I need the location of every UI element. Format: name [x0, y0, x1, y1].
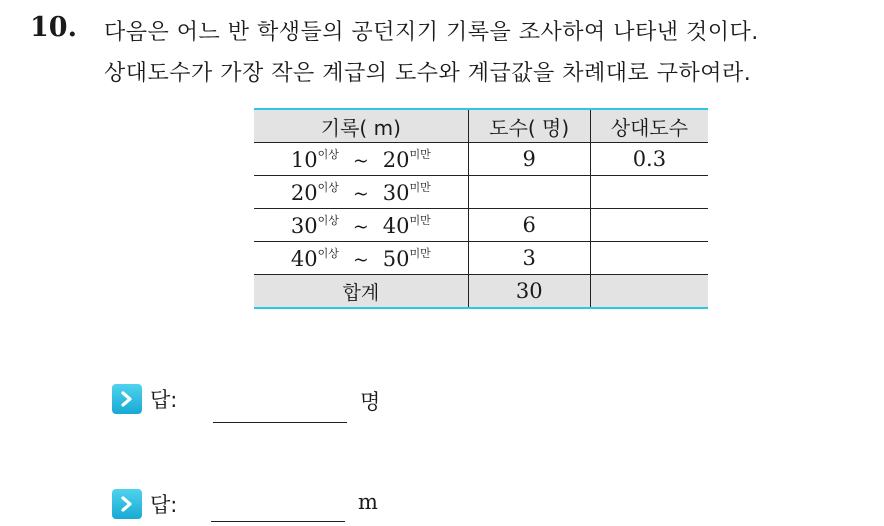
- table-row: [254, 209, 708, 242]
- answer-row-2: [112, 487, 177, 521]
- interval-tilde: ~: [352, 249, 369, 271]
- answer-row-1: [112, 382, 177, 416]
- relative-frequency-cell: [590, 209, 708, 242]
- total-frequency: 30: [468, 275, 590, 309]
- class-interval: [254, 176, 468, 209]
- interval-low: 30: [290, 214, 318, 238]
- question-text-line-2: 상대도수가 가장 작은 계급의 도수와 계급값을 차례대로 구하여라.: [104, 61, 752, 86]
- frequency-cell: 6: [468, 209, 590, 242]
- frequency-cell: 3: [468, 242, 590, 275]
- table-total-row: [254, 275, 708, 309]
- interval-low-suffix: 이상: [317, 214, 339, 227]
- relative-frequency-cell: [590, 242, 708, 275]
- interval-high: 30: [382, 181, 410, 205]
- interval-low: 20: [290, 181, 318, 205]
- frequency-table: [254, 108, 708, 309]
- relative-frequency-cell: 0.3: [590, 143, 708, 176]
- question-text-line-1: 다음은 어느 반 학생들의 공던지기 기록을 조사하여 나타낸 것이다.: [104, 20, 759, 45]
- class-interval: [254, 209, 468, 242]
- table-row: [254, 176, 708, 209]
- chevron-right-icon: [112, 384, 142, 414]
- table-header-row: [254, 109, 708, 143]
- frequency-cell: 9: [468, 143, 590, 176]
- answer-unit-1: 명: [360, 390, 381, 414]
- answer-unit-2: m: [358, 490, 378, 514]
- header-frequency: 도수( 명): [468, 109, 590, 143]
- interval-low-suffix: 이상: [317, 247, 339, 260]
- frequency-cell: [468, 176, 590, 209]
- chevron-right-icon: [112, 489, 142, 519]
- interval-tilde: ~: [352, 150, 369, 172]
- table-row: [254, 143, 708, 176]
- header-record: 기록( m): [254, 109, 468, 143]
- interval-low-suffix: 이상: [317, 148, 339, 161]
- interval-high-suffix: 미만: [409, 148, 431, 161]
- interval-low-suffix: 이상: [317, 181, 339, 194]
- interval-high-suffix: 미만: [409, 181, 431, 194]
- header-relative-frequency: 상대도수: [590, 109, 708, 143]
- interval-low: 40: [290, 247, 318, 271]
- interval-high-suffix: 미만: [409, 247, 431, 260]
- class-interval: [254, 143, 468, 176]
- total-relative-frequency: [590, 275, 708, 309]
- relative-frequency-cell: [590, 176, 708, 209]
- interval-tilde: ~: [352, 183, 369, 205]
- answer-label: 답:: [150, 493, 178, 517]
- table-row: [254, 242, 708, 275]
- interval-high-suffix: 미만: [409, 214, 431, 227]
- interval-tilde: ~: [352, 216, 369, 238]
- answer-label: 답:: [150, 388, 178, 412]
- answer-blank-2[interactable]: [211, 521, 345, 522]
- interval-high: 50: [382, 247, 410, 271]
- question-number: 10.: [30, 12, 77, 43]
- total-label: 합계: [254, 275, 468, 309]
- interval-low: 10: [290, 148, 318, 172]
- class-interval: [254, 242, 468, 275]
- answer-blank-1[interactable]: [213, 422, 347, 423]
- interval-high: 20: [382, 148, 410, 172]
- interval-high: 40: [382, 214, 410, 238]
